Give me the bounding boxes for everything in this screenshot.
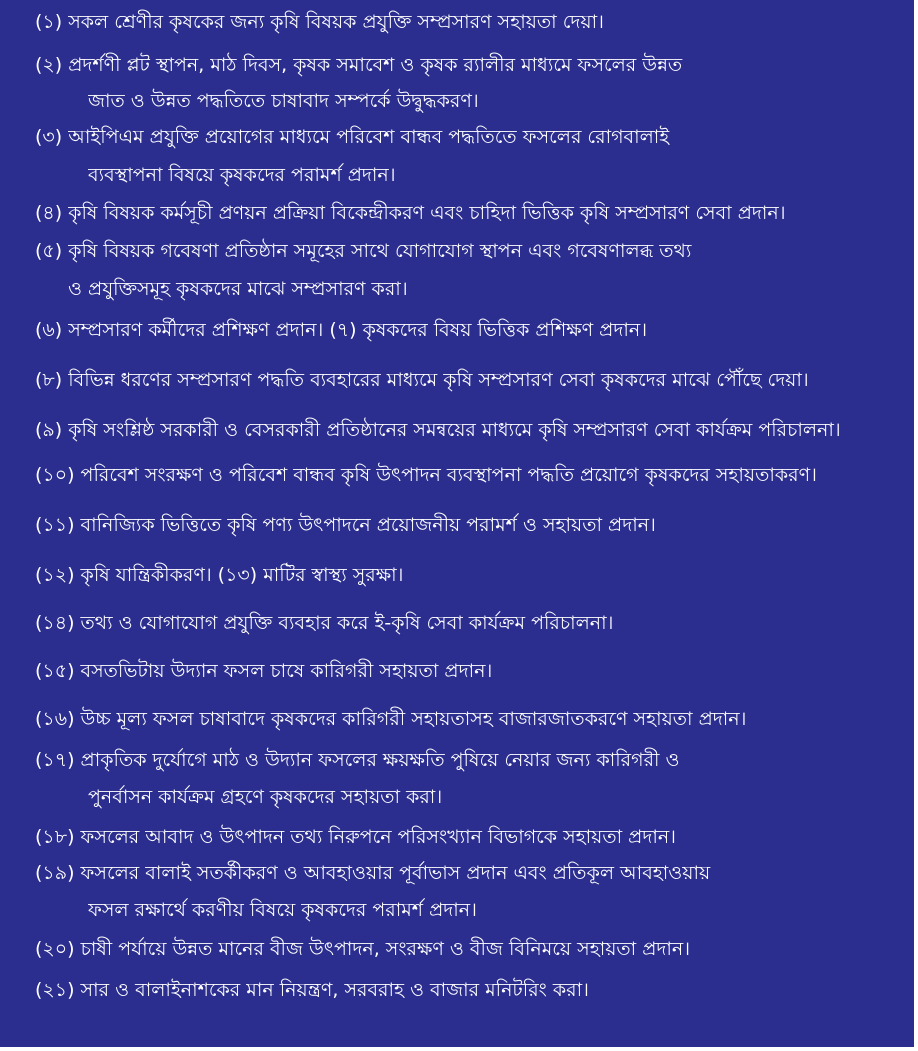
list-item-15-line-2: পুনর্বাসন কার্যক্রম গ্রহণে কৃষকদের সহায়তা করা। <box>88 786 443 808</box>
list-item-12-line-1: (১৪) তথ্য ও যোগাযোগ প্রযুক্তি ব্যবহার করে ই-কৃষি সেবা কার্যক্রম পরিচালনা। <box>35 612 614 634</box>
list-item-8-line-1: (৯) কৃষি সংশ্লিষ্ঠ সরকারী ও বেসরকারী প্রতিষ্ঠানের সমন্বয়ের মাধ্যমে কৃষি সম্প্রসারণ সেবা কার্যক্রম পরিচালনা। <box>35 419 841 441</box>
list-item-11-line-1: (১২) কৃষি যান্ত্রিকীকরণ। (১৩) মাটির স্বাস্থ্য সুরক্ষা। <box>35 564 404 586</box>
list-item-14-line-1: (১৬) উচ্চ মূল্য ফসল চাষাবাদে কৃষকদের কারিগরী সহায়তাসহ বাজারজাতকরণে সহায়তা প্রদান। <box>35 708 747 730</box>
list-item-10-line-1: (১১) বানিজ্যিক ভিত্তিতে কৃষি পণ্য উৎপাদনে প্রয়োজনীয় পরামর্শ ও সহায়তা প্রদান। <box>35 514 656 536</box>
list-item-4-line-1: (৪) কৃষি বিষয়ক কর্মসূচী প্রণয়ন প্রক্রিয়া বিকেন্দ্রীকরণ এবং চাহিদা ভিত্তিক কৃষি সম্প্রসারণ সেবা প্রদান। <box>35 202 786 224</box>
list-item-17-line-2: ফসল রক্ষার্থে করণীয় বিষয়ে কৃষকদের পরামর্শ প্রদান। <box>88 899 477 921</box>
list-item-3-line-1: (৩) আইপিএম প্রযুক্তি প্রয়োগের মাধ্যমে পরিবেশ বান্ধব পদ্ধতিতে ফসলের রোগবালাই <box>35 126 670 148</box>
list-item-5-line-2: ও প্রযুক্তিসমূহ কৃষকদের মাঝে সম্প্রসারণ করা। <box>68 278 408 300</box>
list-item-6-line-1: (৬) সম্প্রসারণ কর্মীদের প্রশিক্ষণ প্রদান। (৭) কৃষকদের বিষয় ভিত্তিক প্রশিক্ষণ প্রদান। <box>35 319 647 341</box>
list-item-2-line-2: জাত ও উন্নত পদ্ধতিতে চাষাবাদ সম্পর্কে উদ্বুদ্ধকরণ। <box>88 90 479 112</box>
list-item-2-line-1: (২) প্রদর্শণী প্লট স্থাপন, মাঠ দিবস, কৃষক সমাবেশ ও কৃষক র‍্যালীর মাধ্যমে ফসলের উন্নত <box>35 54 683 76</box>
list-item-18-line-1: (২০) চাষী পর্যায়ে উন্নত মানের বীজ উৎপাদন, সংরক্ষণ ও বীজ বিনিময়ে সহায়তা প্রদান। <box>35 938 691 960</box>
list-item-15-line-1: (১৭) প্রাকৃতিক দুর্যোগে মাঠ ও উদ্যান ফসলের ক্ষয়ক্ষতি পুষিয়ে নেয়ার জন্য কারিগরী ও <box>35 749 680 771</box>
list-item-19-line-1: (২১) সার ও বালাইনাশকের মান নিয়ন্ত্রণ, সরবরাহ ও বাজার মনিটরিং করা। <box>35 979 589 1001</box>
list-item-16-line-1: (১৮) ফসলের আবাদ ও উৎপাদন তথ্য নিরুপনে পরিসংখ্যান বিভাগকে সহায়তা প্রদান। <box>35 826 676 848</box>
list-item-1-line-1: (১) সকল শ্রেণীর কৃষকের জন্য কৃষি বিষয়ক প্রযুক্তি সম্প্রসারণ সহায়তা দেয়া। <box>35 11 604 33</box>
list-item-3-line-2: ব্যবস্থাপনা বিষয়ে কৃষকদের পরামর্শ প্রদান। <box>88 164 396 186</box>
list-item-13-line-1: (১৫) বসতভিটায় উদ্যান ফসল চাষে কারিগরী সহায়তা প্রদান। <box>35 660 493 682</box>
list-item-7-line-1: (৮) বিভিন্ন ধরণের সম্প্রসারণ পদ্ধতি ব্যবহারের মাধ্যমে কৃষি সম্প্রসারণ সেবা কৃষকদের মাঝে পৌঁছে দেয়া। <box>35 369 809 391</box>
list-item-5-line-1: (৫) কৃষি বিষয়ক গবেষণা প্রতিষ্ঠান সমূহের সাথে যোগাযোগ স্থাপন এবং গবেষণালব্ধ তথ্য <box>35 240 692 262</box>
list-item-17-line-1: (১৯) ফসলের বালাই সতর্কীকরণ ও আবহাওয়ার পূর্বাভাস প্রদান এবং প্রতিকূল আবহাওয়ায় <box>35 862 711 884</box>
list-item-9-line-1: (১০) পরিবেশ সংরক্ষণ ও পরিবেশ বান্ধব কৃষি উৎপাদন ব্যবস্থাপনা পদ্ধতি প্রয়োগে কৃষকদের সহায়তাকরণ। <box>35 464 817 486</box>
